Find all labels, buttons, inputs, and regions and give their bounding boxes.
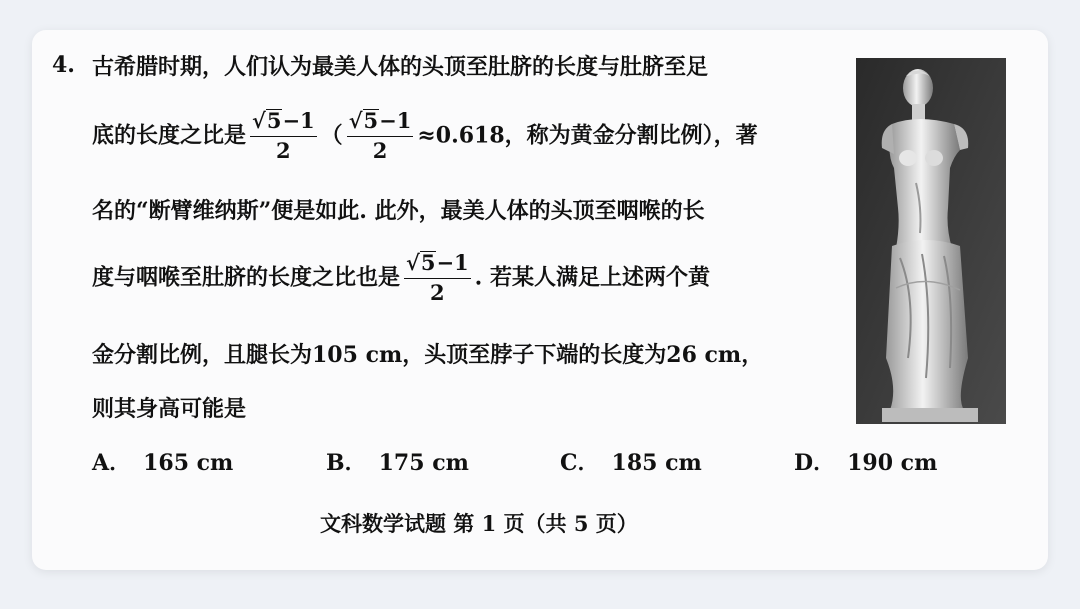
option-letter: D．: [794, 450, 836, 476]
fraction-minus-one: −1: [379, 108, 412, 133]
statue-neck: [912, 104, 925, 120]
golden-ratio-fraction-3: [404, 250, 471, 307]
fraction-denominator: 2: [430, 280, 445, 305]
question-line-2-prefix: 底的长度之比是: [92, 122, 247, 149]
sqrt-symbol: √: [348, 108, 363, 133]
question-line-1: 古希腊时期，人们认为最美人体的头顶至肚脐的长度与肚脐至足: [92, 54, 709, 80]
option-letter: A．: [92, 450, 132, 476]
option-a[interactable]: [92, 446, 233, 477]
venus-statue-image: [856, 58, 1006, 424]
option-value: 175 cm: [378, 450, 469, 476]
golden-ratio-fraction: [250, 108, 317, 165]
question-line-3: 名的“断臂维纳斯”便是如此. 此外，最美人体的头顶至咽喉的长: [92, 198, 705, 224]
fraction-minus-one: −1: [436, 250, 469, 275]
paren-open: （: [320, 122, 343, 149]
statue-drapery: [886, 240, 968, 410]
option-letter: C．: [560, 450, 600, 476]
fraction-minus-one: −1: [282, 108, 315, 133]
question-line-4: [92, 250, 710, 307]
question-line-5: 金分割比例，且腿长为105 cm，头顶至脖子下端的长度为26 cm，: [92, 342, 764, 368]
option-value: 165 cm: [143, 450, 234, 476]
question-line-4-prefix: 度与咽喉至肚脐的长度之比也是: [92, 264, 401, 291]
sqrt-symbol: √: [252, 108, 266, 133]
sqrt-radicand: 5: [363, 108, 379, 133]
question-number: 4.: [52, 52, 75, 78]
page-footer: 文科数学试题 第 1 页（共 5 页）: [320, 511, 638, 536]
question-line-6: 则其身高可能是: [92, 396, 247, 422]
answer-options: [0, 446, 1080, 478]
golden-ratio-fraction-2: [347, 108, 414, 165]
option-d[interactable]: [794, 446, 937, 477]
approx-text: ≈0.618，称为黄金分割比例），著: [417, 122, 758, 149]
question-line-2: [92, 108, 758, 165]
sqrt-radicand: 5: [266, 108, 282, 133]
fraction-denominator: 2: [276, 138, 291, 163]
option-value: 190 cm: [847, 450, 938, 476]
fraction-denominator: 2: [372, 138, 388, 163]
sqrt-symbol: √: [406, 250, 420, 275]
option-letter: B．: [326, 450, 367, 476]
option-b[interactable]: [326, 446, 469, 477]
statue-base: [882, 408, 978, 422]
sqrt-radicand: 5: [420, 250, 436, 275]
option-c[interactable]: [560, 446, 702, 477]
option-value: 185 cm: [611, 450, 702, 476]
question-line-4-suffix: . 若某人满足上述两个黄: [474, 264, 710, 291]
